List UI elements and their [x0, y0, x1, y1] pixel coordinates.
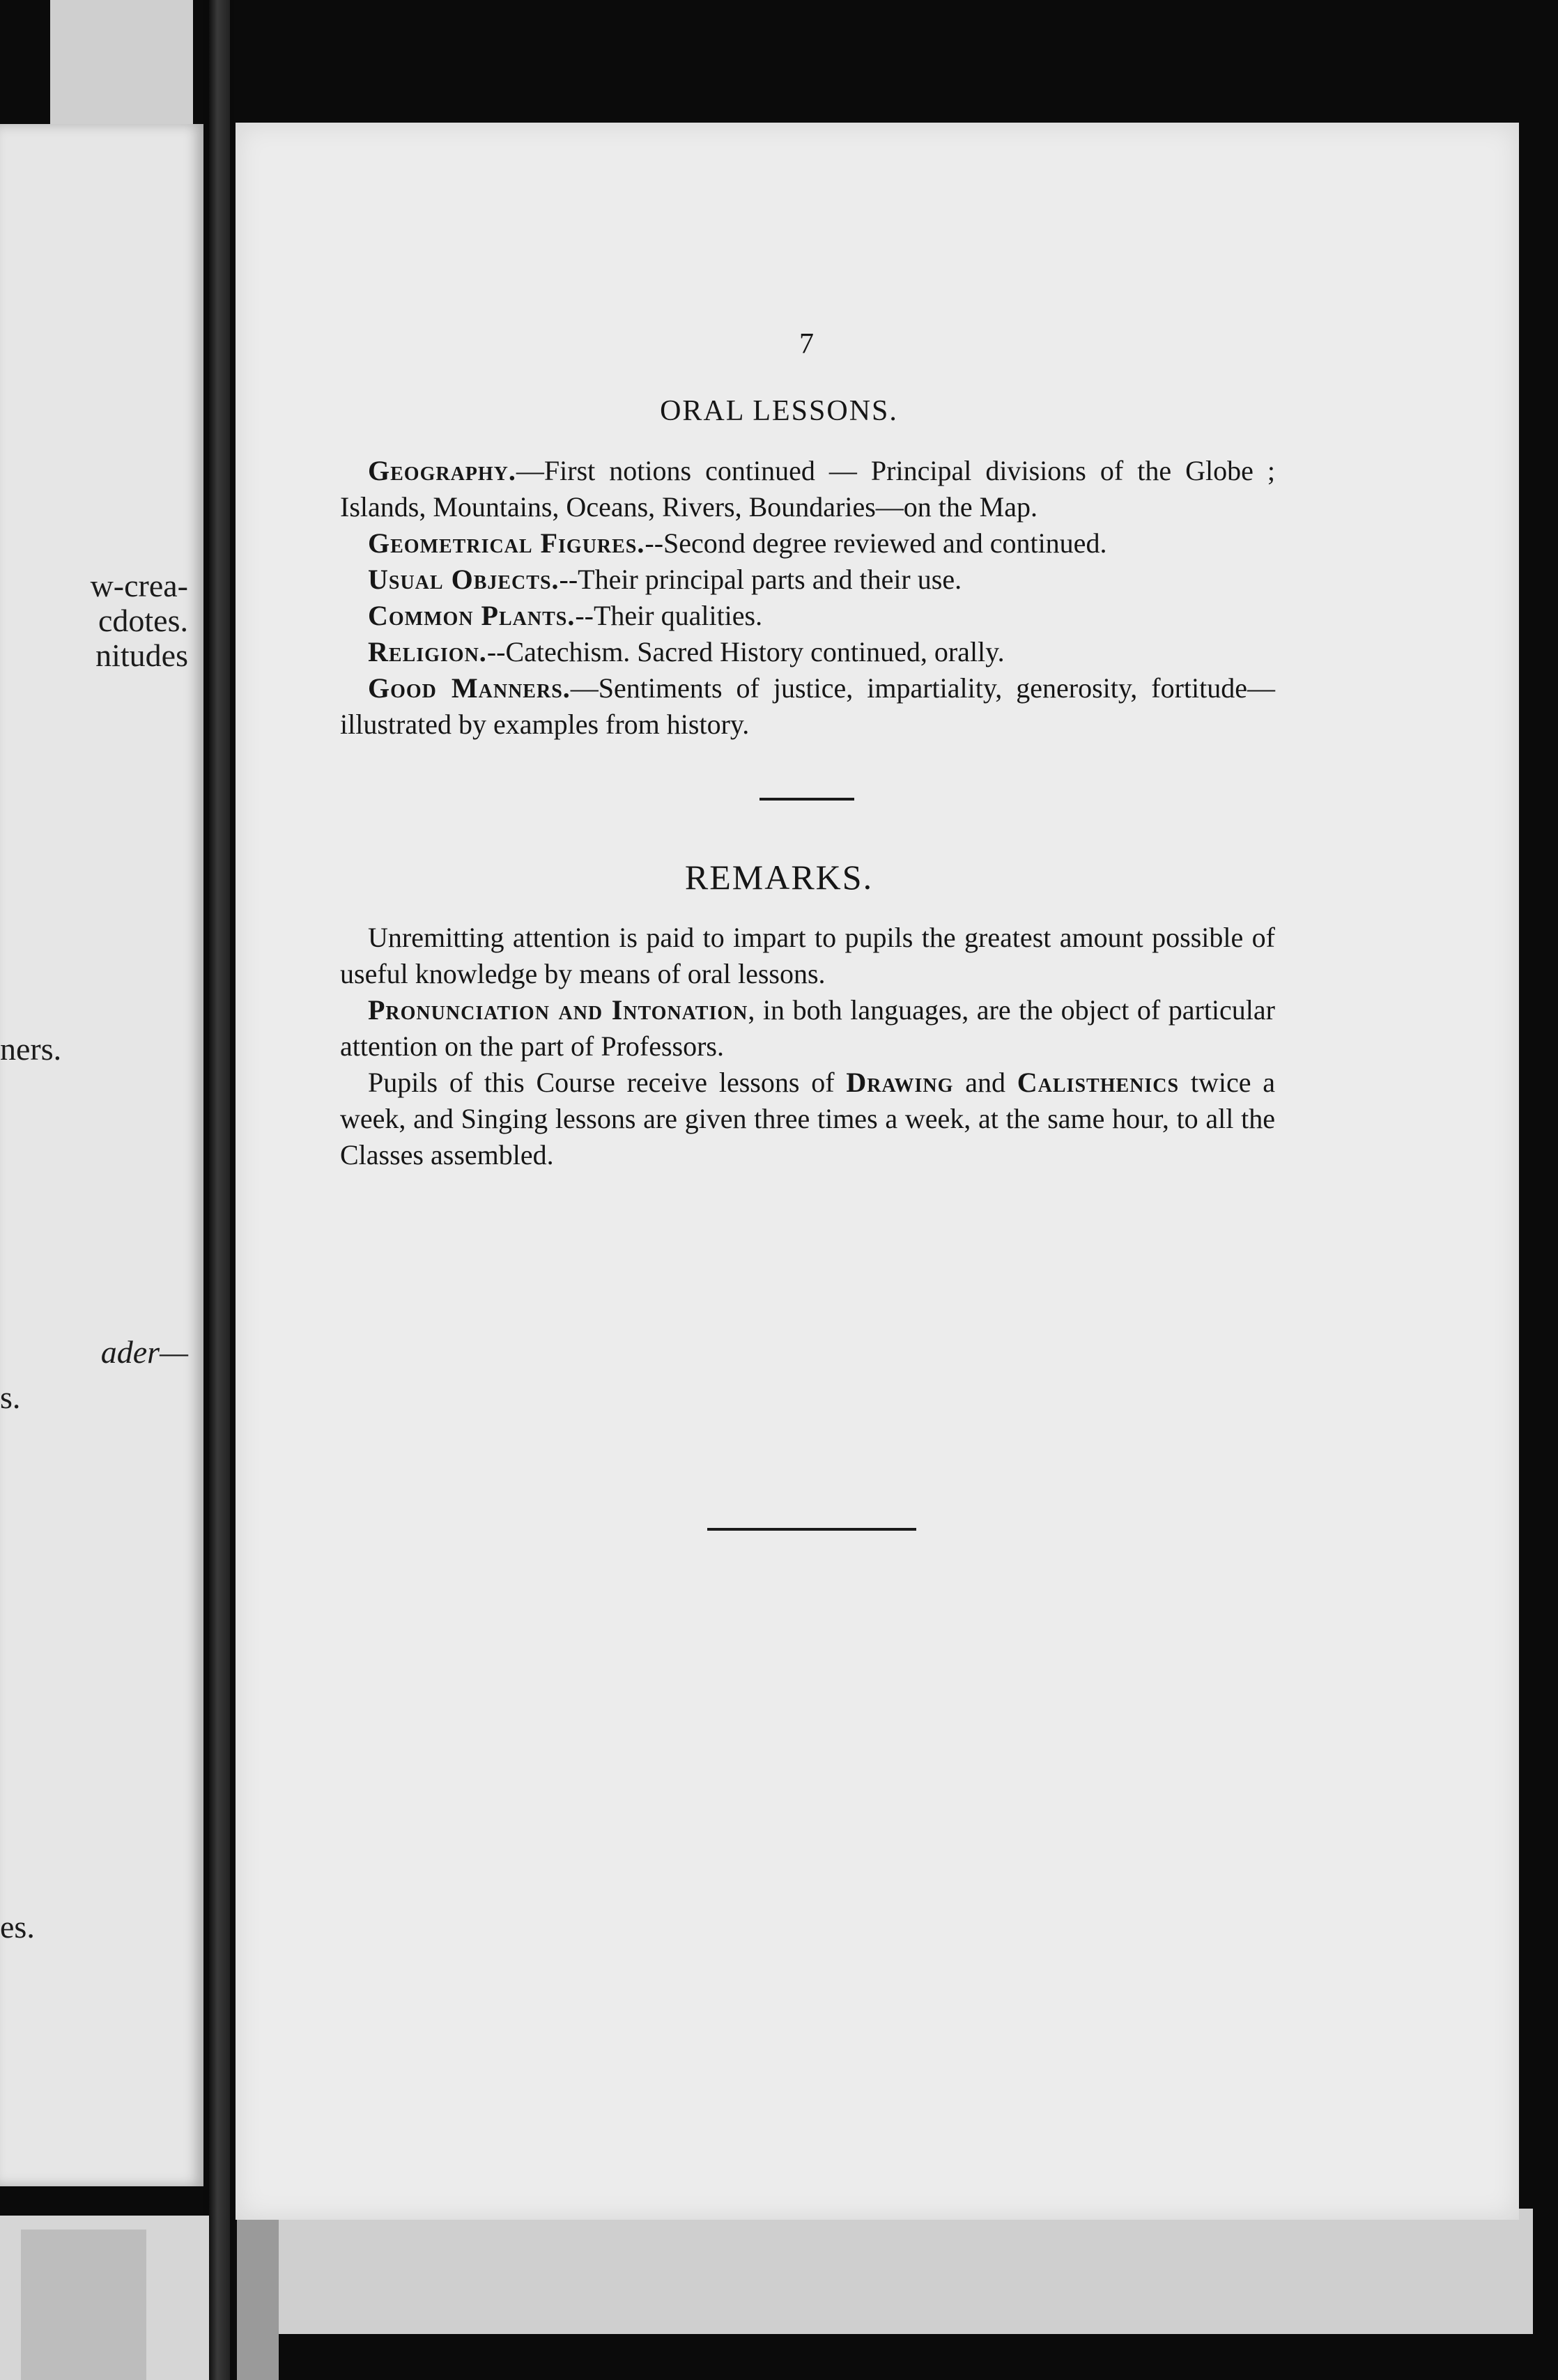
- book-edge: [50, 0, 193, 124]
- section-title-remarks: REMARKS.: [684, 858, 874, 897]
- item-label: Geometrical Figures.: [368, 527, 645, 559]
- remarks-paragraph: [340, 1065, 1275, 1173]
- remarks-paragraph: Unremitting attention is paid to impart to pupils the greatest amount possible of useful knowledge by means of oral lessons.: [340, 922, 1275, 989]
- left-fragment-text: w-crea-: [90, 568, 188, 603]
- page-stack-edge: [237, 2195, 279, 2380]
- oral-lessons-list: [340, 453, 1275, 743]
- remarks-body: [340, 920, 1275, 1173]
- inline-label: Calisthenics: [1017, 1067, 1180, 1098]
- page-number: 7: [799, 328, 814, 360]
- inline-label: Drawing: [846, 1067, 954, 1098]
- book-spine: [209, 0, 230, 2380]
- oral-item-usual-objects: [340, 562, 1275, 598]
- divider-rule: [707, 1528, 916, 1531]
- paragraph-text: Pupils of this Course receive lessons of: [368, 1067, 847, 1098]
- divider-rule: [759, 798, 854, 801]
- paragraph-text: and: [953, 1067, 1017, 1098]
- left-page-fragment: [0, 124, 203, 2186]
- item-label: Religion.: [368, 636, 487, 667]
- item-label: Usual Objects.: [368, 564, 560, 595]
- left-fragment-text: s.: [0, 1380, 21, 1415]
- left-fragment-text: ader—: [100, 1334, 188, 1370]
- oral-item-geography: [340, 453, 1275, 525]
- left-fragment-text: ners.: [0, 1031, 62, 1067]
- oral-item-geometrical-figures: [340, 525, 1275, 562]
- paragraph-text: , in both languages, are the object of particular attention on the part of Professors.: [340, 994, 1275, 1062]
- item-text: --Second degree reviewed and continued.: [645, 527, 1107, 559]
- item-text: --Catechism. Sacred History continued, orally.: [486, 636, 1005, 667]
- page-stack-edge: [279, 2209, 1533, 2334]
- oral-item-good-manners: [340, 670, 1275, 743]
- oral-item-religion: [340, 634, 1275, 670]
- left-fragment-text: cdotes.: [98, 603, 188, 638]
- book-edge: [21, 2230, 146, 2380]
- section-title-oral-lessons: ORAL LESSONS.: [660, 395, 898, 427]
- item-text: —First notions continued — Principal divisions of the Globe ; Islands, Mountains, Oceans, Rivers, Boundaries—on the Map.: [340, 455, 1275, 523]
- item-label: Geography.: [368, 455, 516, 486]
- left-fragment-text: es.: [0, 1909, 35, 1945]
- left-fragment-text: nitudes: [95, 638, 188, 673]
- item-label: Common Plants.: [368, 600, 576, 631]
- inline-label: Pronunciation and Intonation: [368, 994, 748, 1026]
- item-label: Good Manners.: [368, 672, 571, 704]
- paragraph-text: twice a week, and Singing lessons are given three times a week, at the same hour, to all the Classes assembled.: [340, 1067, 1276, 1170]
- item-text: --Their qualities.: [575, 600, 763, 631]
- oral-item-common-plants: [340, 598, 1275, 634]
- item-text: —Sentiments of justice, impartiality, generosity, fortitude—illustrated by examples from history.: [340, 672, 1275, 740]
- item-text: --Their principal parts and their use.: [559, 564, 962, 595]
- remarks-paragraph: [340, 992, 1275, 1065]
